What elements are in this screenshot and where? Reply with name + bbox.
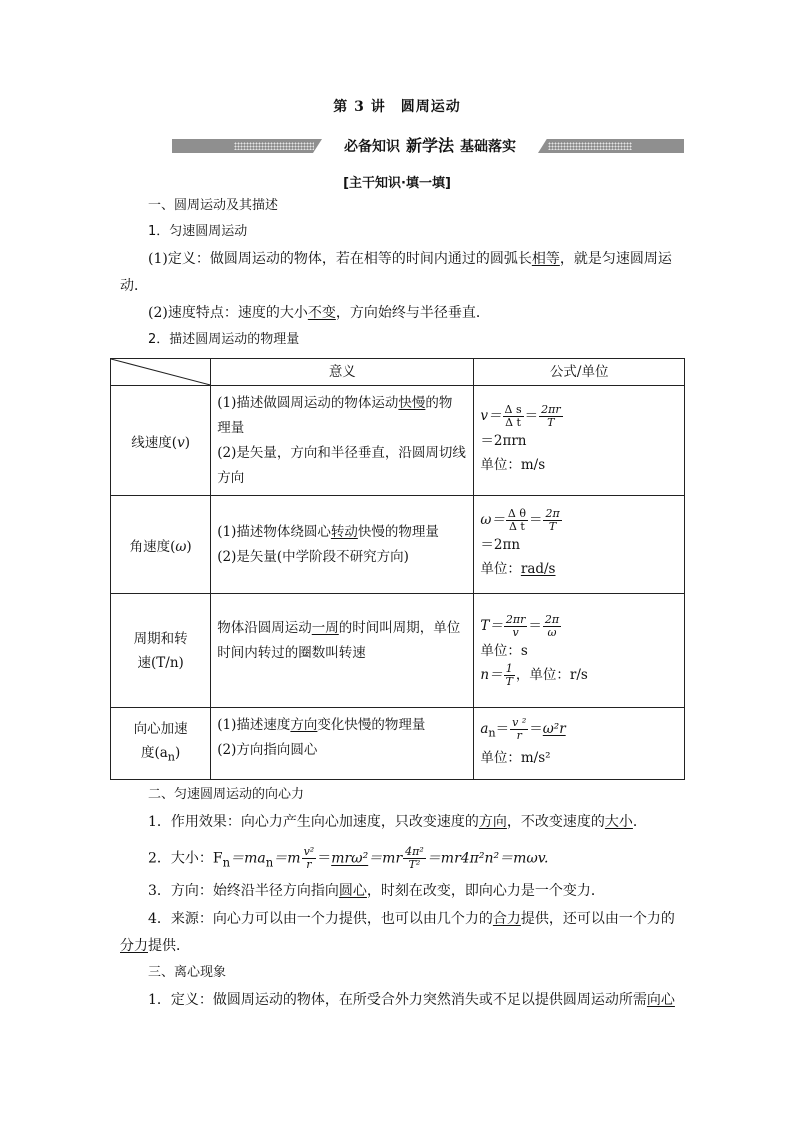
row-formula: T＝ $\frac{2\pi r}{v}$ ＝ $\frac{2\pi}{\omega}$ 单位：s n＝ $\frac{1}{T}$ ，单位：r/s — [474, 594, 685, 708]
banner-middle-text: 新学法 — [405, 136, 454, 155]
row-meaning: (1)描述速度方向变化快慢的物理量 (2)方向指向圆心 — [211, 708, 474, 780]
blank-answer: 转动 — [330, 523, 358, 540]
blank-answer: 合力 — [492, 911, 521, 927]
banner-bar-left — [172, 139, 322, 153]
blank-answer: 不变 — [307, 305, 336, 321]
lecture-title: 第 3 讲 圆周运动 — [333, 99, 461, 115]
blank-answer: ω²r — [542, 721, 566, 738]
centrifugal-definition-line: 1．定义：做圆周运动的物体，在所受合外力突然消失或不足以提供圆周运动所需向心 — [148, 992, 675, 1008]
item-2-title: 2．描述圆周运动的物理量 — [148, 332, 300, 347]
effect-line: 1．作用效果：向心力产生向心加速度，只改变速度的方向，不改变速度的大小． — [148, 814, 647, 830]
row-name: 向心加速 度$(a_n)$ — [111, 708, 211, 780]
text: (1)定义：做圆周运动的物体，若在相等的时间内通过的圆弧长 — [148, 251, 532, 267]
definition-line-cont: 动． — [120, 278, 148, 294]
table-row — [111, 708, 685, 780]
direction-line: 3．方向：始终沿半径方向指向圆心，时刻在改变，即向心力是一个变力． — [148, 883, 605, 899]
text: ，方向始终与半径垂直． — [335, 305, 490, 321]
section-banner — [172, 136, 684, 156]
subheading: [主干知识·填一填] — [343, 176, 451, 191]
blank-answer: rad/s — [520, 561, 556, 577]
banner-text — [322, 136, 538, 157]
text: (2)速度特点：速度的大小 — [148, 305, 308, 321]
row-meaning: 物体沿圆周运动一周的时间叫周期，单位 时间内转过的圈数叫转速 — [211, 594, 474, 708]
banner-bar-right — [538, 139, 684, 153]
text: ，就是匀速圆周运 — [559, 251, 672, 267]
section-1-title: 一、圆周运动及其描述 — [148, 198, 279, 213]
table-row — [111, 496, 685, 594]
item-1-title: 1．匀速圆周运动 — [148, 224, 248, 239]
blank-answer: 方向 — [478, 814, 507, 830]
table-row — [111, 594, 685, 708]
magnitude-line: 2．大小：$F_n=ma_n=m$ $\frac{\text{v²}}{r}$ ＝mrω²＝mr $\frac{\text{4π²}}{\text{T²}}$ ＝mr4π²n²＝mωv. — [148, 845, 549, 871]
row-name: 周期和转 速(T/n) — [111, 594, 211, 708]
row-formula: v＝ $\frac{\text{Δ s}}{\text{Δ t}}$ ＝ $\frac{2\pi r}{T}$ ＝2πrn 单位：m/s — [474, 386, 685, 496]
section-2-title: 二、匀速圆周运动的向心力 — [148, 787, 305, 802]
definition-line — [148, 249, 672, 269]
table-row — [111, 386, 685, 496]
blank-answer: 相等 — [531, 251, 560, 267]
row-meaning: (1)描述物体绕圆心转动快慢的物理量 (2)是矢量(中学阶段不研究方向) — [211, 496, 474, 594]
blank-answer: 分力 — [120, 938, 148, 954]
row-formula: $a_n=$ $\frac{\text{v ²}}{r}$ ＝ω²r 单位：m/s² — [474, 708, 685, 780]
blank-answer: 圆心 — [338, 883, 367, 899]
row-name: 线速度(v) — [111, 386, 211, 496]
table-header-row — [111, 359, 685, 386]
source-line: 4．来源：向心力可以由一个力提供，也可以由几个力的合力提供，还可以由一个力的 — [148, 911, 675, 927]
row-formula: ω＝ $\frac{\text{Δ θ}}{\text{Δ t}}$ ＝ $\frac{2\pi}{T}$ ＝2πn 单位：rad/s — [474, 496, 685, 594]
banner-left-text: 必备知识 — [343, 139, 400, 155]
row-name: 角速度(ω) — [111, 496, 211, 594]
speed-feature-line — [148, 303, 490, 323]
diagonal-header-cell — [111, 359, 211, 386]
blank-answer: mrω² — [331, 850, 369, 867]
blank-answer: 方向 — [290, 717, 318, 733]
blank-answer: 向心 — [646, 992, 675, 1008]
blank-answer: 大小 — [604, 814, 633, 830]
blank-answer: 快慢 — [398, 394, 426, 411]
header-formula: 公式/单位 — [474, 359, 685, 386]
physical-quantities-table — [110, 358, 685, 780]
source-line-cont: 分力提供． — [120, 938, 190, 954]
section-3-title: 三、离心现象 — [148, 965, 227, 980]
header-meaning: 意义 — [211, 359, 474, 386]
row-meaning: (1)描述做圆周运动的物体运动快慢的物 理量 (2)是矢量，方向和半径垂直，沿圆周切线 方向 — [211, 386, 474, 496]
banner-right-text: 基础落实 — [460, 139, 516, 155]
blank-answer: 一周 — [311, 620, 339, 636]
